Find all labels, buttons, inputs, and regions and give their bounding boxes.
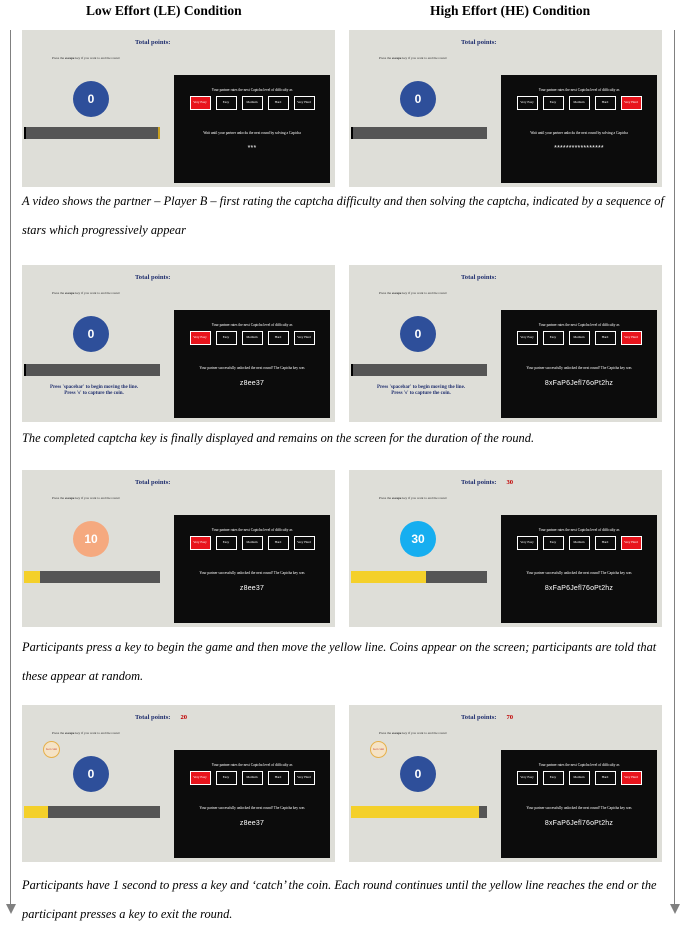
difficulty-option-medium: Medium [242,771,263,785]
game-panel-2R [349,265,662,422]
difficulty-option-very-hard: Very Hard [294,331,315,345]
captcha-key: 8xFaP6Jefl76oPt2hz [544,585,614,592]
captcha-key: z8ee37 [239,585,265,592]
difficulty-option-very-hard: Very Hard [294,771,315,785]
total-points-value: 30 [506,479,514,486]
captcha-screen [501,750,657,858]
progress-bar-start-marker [351,364,353,376]
escape-instruction: Press the escape key if you want to end the round [52,56,120,60]
progress-bar-fill [24,806,48,818]
difficulty-rating-text: Your partner rates the next Captcha level of difficulty as [538,763,620,767]
difficulty-rating-text: Your partner rates the next Captcha level of difficulty as [211,88,293,92]
captcha-key: z8ee37 [239,380,265,387]
difficulty-option-hard: Hard [268,536,289,550]
progress-bar-track [351,127,487,139]
start-instruction-line-2: Press 's' to capture the coin. [391,390,451,396]
escape-key-label: escape [65,56,75,60]
difficulty-option-easy: Easy [543,536,564,550]
game-panel-1L [22,30,335,187]
caption-4: Participants have 1 second to press a key and ‘catch’ the coin. Each round continues until the yellow line reaches the end or the participant presses a key to exit the round. [22,878,657,921]
partner-status-text: Your partner successfully unlocked the next round! The Captcha key was [526,366,632,370]
captcha-key: 8xFaP6Jefl76oPt2hz [544,820,614,827]
difficulty-option-hard: Hard [595,771,616,785]
escape-instruction: Press the escape key if you want to end the round [379,56,447,60]
captcha-key: z8ee37 [239,820,265,827]
difficulty-option-hard: Hard [268,771,289,785]
progress-bar-track [24,364,160,376]
progress-bar-fill [351,571,426,583]
captcha-screen [501,75,657,183]
game-panel-3L [22,470,335,627]
coin-counter: 0 [73,316,109,352]
captcha-screen [501,515,657,623]
captcha-progress-stars: ***************** [554,145,604,152]
progress-bar-track [24,127,160,139]
difficulty-options [174,771,330,785]
caption-1: A video shows the partner – Player B – first rating the captcha difficulty and then solving the captcha, indicated by a sequence of stars which progressively appear [22,194,664,237]
total-points-label: Total points: 30 [461,479,514,486]
difficulty-rating-text: Your partner rates the next Captcha level of difficulty as [538,323,620,327]
progress-bar-track [24,571,160,583]
captcha-screen [174,750,330,858]
difficulty-option-very-hard: Very Hard [621,331,642,345]
difficulty-option-very-hard: Very Hard [294,536,315,550]
difficulty-option-very-easy: Very Easy [190,331,211,345]
progress-bar-fill [24,571,40,583]
escape-instruction: Press the escape key if you want to end the round [52,291,120,295]
difficulty-option-very-easy: Very Easy [190,771,211,785]
difficulty-options [501,331,657,345]
difficulty-option-easy: Easy [216,96,237,110]
difficulty-option-very-easy: Very Easy [517,771,538,785]
difficulty-option-easy: Easy [543,771,564,785]
difficulty-option-very-easy: Very Easy [190,96,211,110]
difficulty-option-easy: Easy [216,771,237,785]
total-points-label: Total points: 70 [461,714,514,721]
partner-status-text: Your partner successfully unlocked the next round! The Captcha key was [526,571,632,575]
captcha-screen [174,75,330,183]
difficulty-option-very-hard: Very Hard [621,96,642,110]
difficulty-rating-text: Your partner rates the next Captcha level of difficulty as [211,763,293,767]
progress-bar-track [24,806,160,818]
difficulty-option-hard: Hard [268,331,289,345]
coin-counter: 10 [73,521,109,557]
progress-bar-track [351,806,487,818]
difficulty-options [174,331,330,345]
right-timeline-line [674,30,675,908]
header-low-effort: Low Effort (LE) Condition [86,3,242,18]
progress-bar-track [351,571,487,583]
difficulty-option-very-hard: Very Hard [621,771,642,785]
game-panel-3R [349,470,662,627]
difficulty-option-easy: Easy [216,536,237,550]
captcha-key: 8xFaP6Jefl76oPt2hz [544,380,614,387]
escape-instruction: Press the escape key if you want to end the round [379,496,447,500]
get-coin-icon: Get coin [370,741,387,758]
coin-counter: 30 [400,521,436,557]
escape-key-label: escape [392,496,402,500]
total-points-label: Total points: [461,274,497,281]
escape-instruction: Press the escape key if you want to end the round [379,291,447,295]
difficulty-option-very-easy: Very Easy [517,536,538,550]
coin-counter: 0 [400,756,436,792]
difficulty-option-hard: Hard [595,331,616,345]
difficulty-option-very-easy: Very Easy [517,96,538,110]
total-points-value: 70 [506,714,514,721]
partner-status-text: Your partner successfully unlocked the next round! The Captcha key was [199,571,305,575]
coin-counter: 0 [73,756,109,792]
captcha-screen [174,515,330,623]
caption-2: The completed captcha key is finally displayed and remains on the screen for the duration of the round. [22,431,535,445]
partner-status-text: Wait until your partner unlocks the next round by solving a Captcha [530,131,628,135]
escape-key-label: escape [392,731,402,735]
partner-status-text: Your partner successfully unlocked the next round! The Captcha key was [199,366,305,370]
left-timeline-arrow-icon [6,904,16,914]
difficulty-options [501,536,657,550]
total-points-value: 20 [180,714,188,721]
escape-instruction: Press the escape key if you want to end the round [52,496,120,500]
total-points-label: Total points: 20 [135,714,188,721]
difficulty-option-very-hard: Very Hard [294,96,315,110]
difficulty-rating-text: Your partner rates the next Captcha level of difficulty as [211,528,293,532]
game-panel-4L [22,705,335,862]
difficulty-option-very-easy: Very Easy [190,536,211,550]
start-instruction-line-2: Press 's' to capture the coin. [64,390,124,396]
start-instruction-line-1: Press 'spacebar' to begin moving the line. [49,385,139,390]
difficulty-option-hard: Hard [595,96,616,110]
difficulty-option-very-easy: Very Easy [517,331,538,345]
difficulty-option-easy: Easy [216,331,237,345]
difficulty-option-easy: Easy [543,96,564,110]
coin-counter: 0 [400,316,436,352]
start-instruction-line-1: Press 'spacebar' to begin moving the line. [376,385,466,390]
escape-key-label: escape [65,496,75,500]
partner-status-text: Your partner successfully unlocked the next round! The Captcha key was [199,806,305,810]
game-panel-1R [349,30,662,187]
difficulty-option-medium: Medium [569,771,590,785]
difficulty-option-medium: Medium [242,96,263,110]
difficulty-option-medium: Medium [242,536,263,550]
caption-3: Participants press a key to begin the game and then move the yellow line. Coins appear on the screen; participants are told that these appear at random. [22,640,657,683]
partner-status-text: Wait until your partner unlocks the next round by solving a Captcha [203,131,301,135]
difficulty-option-hard: Hard [595,536,616,550]
start-instruction [351,385,491,397]
game-panel-2L [22,265,335,422]
difficulty-option-medium: Medium [569,331,590,345]
get-coin-icon: Get coin [43,741,60,758]
difficulty-option-medium: Medium [242,331,263,345]
progress-bar-start-marker [24,364,26,376]
progress-bar-track [351,364,487,376]
total-points-label: Total points: [135,479,171,486]
start-instruction [24,385,164,397]
difficulty-option-easy: Easy [543,331,564,345]
difficulty-options [501,771,657,785]
difficulty-options [174,96,330,110]
partner-status-text: Your partner successfully unlocked the next round! The Captcha key was [526,806,632,810]
difficulty-option-medium: Medium [569,96,590,110]
escape-key-label: escape [392,56,402,60]
escape-instruction: Press the escape key if you want to end the round [52,731,120,735]
total-points-label: Total points: [135,39,171,46]
total-points-label: Total points: [135,274,171,281]
coin-counter: 0 [400,81,436,117]
game-panel-4R [349,705,662,862]
difficulty-option-medium: Medium [569,536,590,550]
escape-instruction: Press the escape key if you want to end the round [379,731,447,735]
difficulty-rating-text: Your partner rates the next Captcha level of difficulty as [538,528,620,532]
difficulty-rating-text: Your partner rates the next Captcha level of difficulty as [211,323,293,327]
captcha-screen [174,310,330,418]
progress-bar-end-marker [158,127,160,139]
escape-key-label: escape [392,291,402,295]
difficulty-option-very-hard: Very Hard [621,536,642,550]
escape-key-label: escape [65,291,75,295]
coin-counter: 0 [73,81,109,117]
escape-key-label: escape [65,731,75,735]
difficulty-option-hard: Hard [268,96,289,110]
difficulty-rating-text: Your partner rates the next Captcha level of difficulty as [538,88,620,92]
captcha-progress-stars: *** [247,145,257,152]
progress-bar-start-marker [351,127,353,139]
progress-bar-fill [351,806,479,818]
total-points-label: Total points: [461,39,497,46]
difficulty-options [174,536,330,550]
difficulty-options [501,96,657,110]
header-high-effort: High Effort (HE) Condition [430,3,591,18]
left-timeline-line [10,30,11,908]
captcha-screen [501,310,657,418]
progress-bar-start-marker [24,127,26,139]
